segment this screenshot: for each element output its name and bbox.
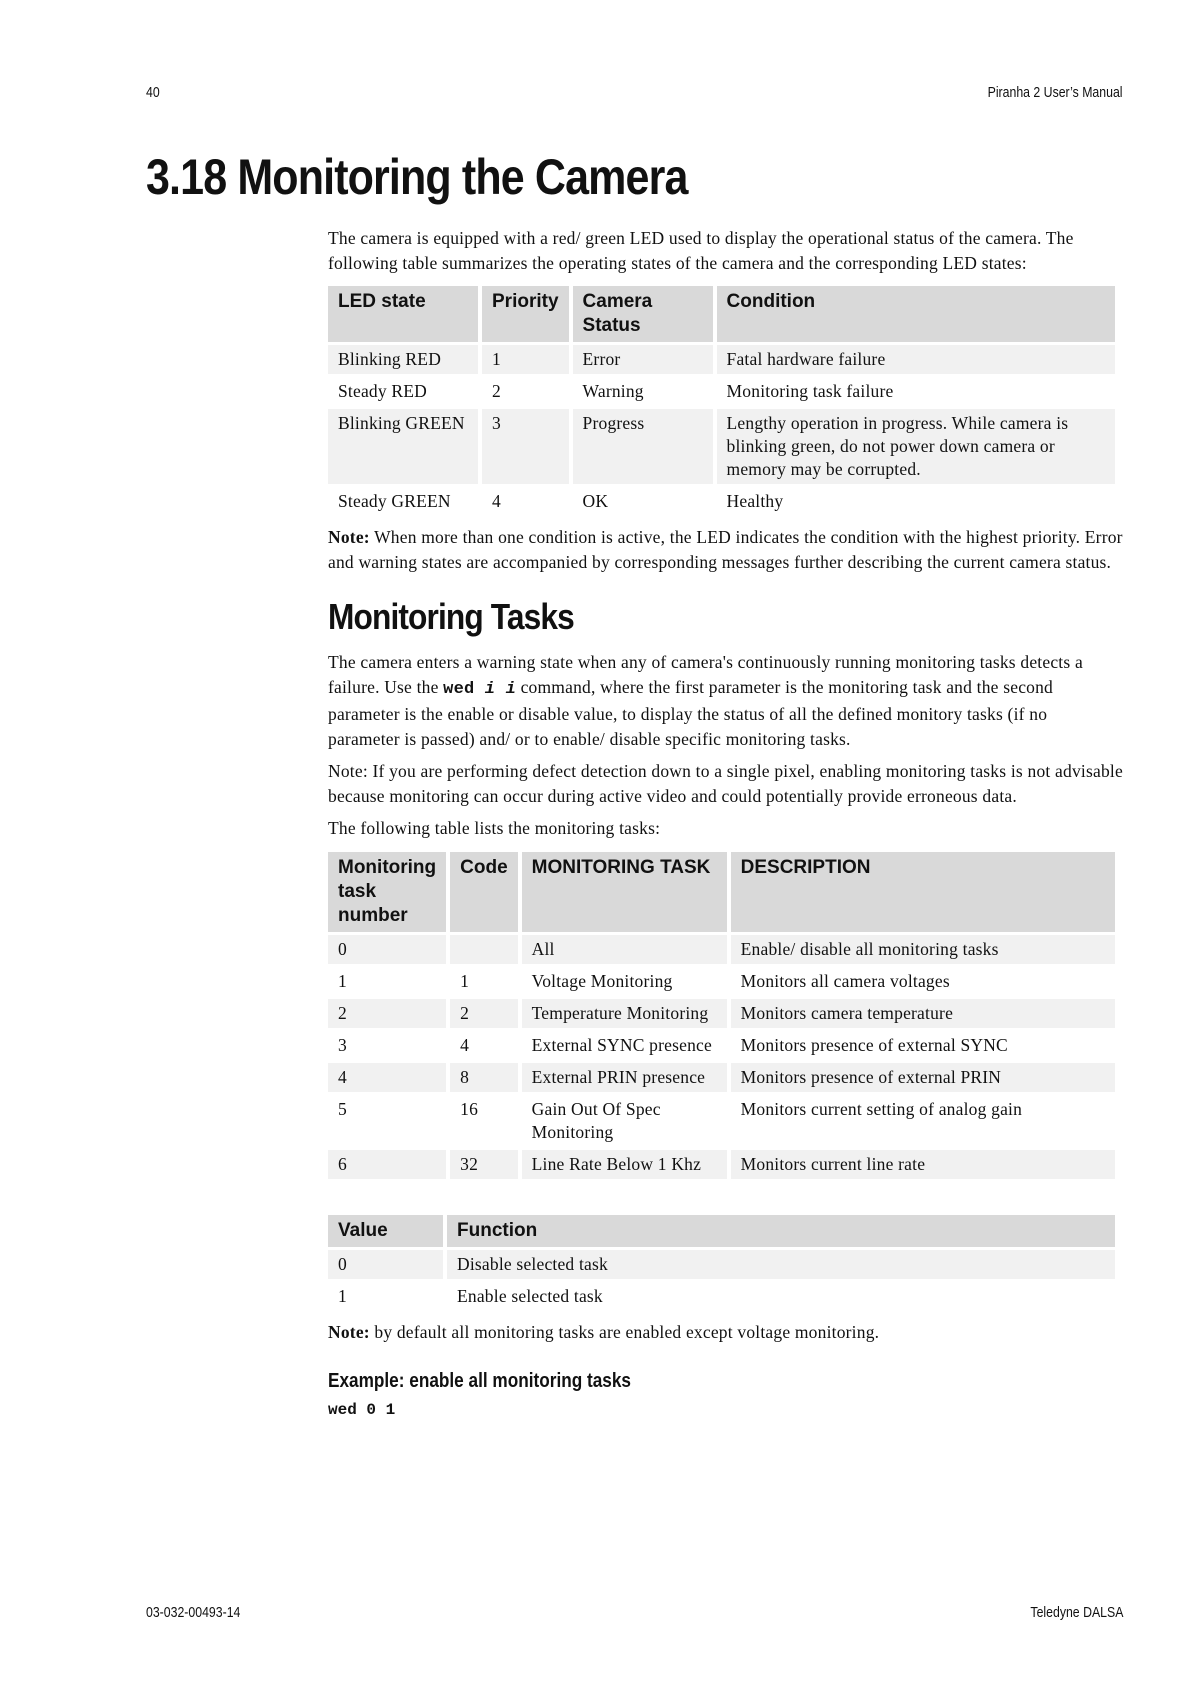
table-cell: Temperature Monitoring (522, 999, 727, 1028)
table-cell: 2 (328, 999, 446, 1028)
table-cell: Warning (582, 381, 644, 401)
table-cell: 0 (328, 935, 446, 964)
table-row (328, 1250, 1115, 1279)
page-content (328, 226, 1123, 1419)
table-header-row (328, 1215, 1115, 1247)
table-row (328, 409, 1115, 484)
note-label: Note: (328, 527, 370, 547)
table-cell: 6 (328, 1150, 446, 1179)
table-cell: Enable/ disable all monitoring tasks (731, 935, 1115, 964)
table-header: Value (328, 1215, 443, 1247)
table-header: Condition (717, 286, 1115, 342)
table-row (328, 967, 1115, 996)
table-row (328, 377, 1115, 406)
table-cell: Steady GREEN (338, 491, 451, 511)
table-cell: 1 (338, 970, 347, 991)
table-cell: Enable selected task (457, 1285, 603, 1306)
table-row (328, 487, 1115, 516)
table-cell: Blinking RED (328, 345, 478, 374)
note-paragraph (328, 525, 1123, 574)
table-cell: Voltage Monitoring (531, 970, 673, 991)
example-code: wed 0 1 (328, 1401, 396, 1419)
table-row (328, 1282, 1115, 1311)
table-cell (450, 935, 518, 964)
table-cell: Line Rate Below 1 Khz (522, 1150, 727, 1179)
table-header: Monitoring task number (328, 852, 446, 932)
text-run: command, where the first parameter is the monitoring task and the second parameter is the enable or disable value, to display the status of all the defined monitory tasks (if no parameter is passed) and/ or to enable/ disable specific monitoring tasks. (328, 676, 1054, 749)
table-cell: External PRIN presence (522, 1063, 727, 1092)
note-paragraph (328, 1320, 1123, 1345)
table-cell: 0 (328, 1250, 443, 1279)
table-cell: Error (573, 345, 713, 374)
intro-paragraph: The camera is equipped with a red/ green LED used to display the operational status of the camera. The following table summarizes the operating states of the camera and the corresponding LED states: (328, 228, 1074, 273)
table-cell: Blinking GREEN (328, 409, 478, 484)
table-cell: All (522, 935, 727, 964)
led-state-table (324, 283, 1119, 519)
tasks-paragraph (328, 650, 1123, 751)
table-header-row (328, 852, 1115, 932)
table-header: DESCRIPTION (731, 852, 1115, 932)
table-cell: Monitors presence of external PRIN (731, 1063, 1115, 1092)
table-intro-paragraph: The following table lists the monitoring tasks: (328, 818, 661, 838)
table-cell: 32 (450, 1150, 518, 1179)
table-cell: Lengthy operation in progress. While camera is blinking green, do not power down camera or memory may be corrupted. (717, 409, 1115, 484)
table-cell: Monitors camera temperature (731, 999, 1115, 1028)
table-cell: 4 (492, 491, 501, 511)
note-text: by default all monitoring tasks are enabled except voltage monitoring. (369, 1321, 880, 1342)
table-cell: 16 (460, 1098, 479, 1119)
table-cell: 1 (482, 345, 569, 374)
table-row (328, 1031, 1115, 1060)
example-title: Example: enable all monitoring tasks (328, 1370, 632, 1392)
table-header-row (328, 286, 1115, 342)
table-cell: 2 (450, 999, 518, 1028)
table-cell: Gain Out Of Spec Monitoring (531, 1098, 661, 1142)
table-cell: 3 (338, 1034, 347, 1055)
table-cell: 4 (328, 1063, 446, 1092)
table-header: MONITORING TASK (522, 852, 727, 932)
table-row (328, 1150, 1115, 1179)
table-cell: Monitoring task failure (726, 381, 894, 401)
note-label: Note: (328, 1321, 370, 1342)
table-row (328, 935, 1115, 964)
text-run: The camera enters a warning state when any of camera's continuously running monitoring tasks detects a failure. Use the (328, 652, 1083, 697)
table-header: Function (447, 1215, 1115, 1247)
table-cell: Monitors current setting of analog gain (740, 1098, 1023, 1119)
table-header: Code (450, 852, 518, 932)
note-text: When more than one condition is active, the LED indicates the condition with the highest priority. Error and warning states are accompanied by corresponding messages further describing the current camera status. (328, 527, 1123, 572)
table-header: Camera Status (573, 286, 713, 342)
document-number: 03-032-00493-14 (146, 1604, 241, 1621)
subsection-title: Monitoring Tasks (328, 596, 574, 637)
table-cell: OK (582, 491, 609, 511)
company-name: Teledyne DALSA (1030, 1604, 1123, 1621)
command-name: wed (443, 679, 475, 699)
table-cell: 1 (338, 1285, 347, 1306)
table-row (328, 1063, 1115, 1092)
table-cell: 2 (492, 381, 501, 401)
table-cell: Monitors all camera voltages (740, 970, 950, 991)
table-cell: 4 (460, 1034, 470, 1055)
monitoring-task-table (324, 849, 1119, 1182)
page-number: 40 (146, 84, 160, 101)
table-cell: External SYNC presence (531, 1034, 712, 1055)
manual-title: Piranha 2 User’s Manual (988, 84, 1123, 101)
table-cell: 1 (460, 970, 470, 991)
table-row (328, 1095, 1115, 1147)
defect-note-paragraph: Note: If you are performing defect detection down to a single pixel, enabling monitoring tasks is not advisable because monitoring can occur during active video and could potentially provide erroneous data. (328, 761, 1123, 806)
table-cell: Monitors current line rate (731, 1150, 1115, 1179)
command-args: i i (474, 679, 516, 699)
table-cell: 3 (482, 409, 569, 484)
table-cell: Healthy (726, 491, 784, 511)
section-title: 3.18 Monitoring the Camera (146, 149, 688, 205)
table-cell: Progress (573, 409, 713, 484)
table-header: LED state (328, 286, 478, 342)
table-cell: Fatal hardware failure (717, 345, 1115, 374)
table-row (328, 345, 1115, 374)
table-cell: Disable selected task (447, 1250, 1115, 1279)
table-cell: Monitors presence of external SYNC (740, 1034, 1008, 1055)
table-cell: 8 (450, 1063, 518, 1092)
value-function-table (324, 1212, 1119, 1314)
table-header: Priority (482, 286, 569, 342)
table-cell: 5 (338, 1098, 347, 1119)
table-cell: Steady RED (338, 381, 428, 401)
table-row (328, 999, 1115, 1028)
